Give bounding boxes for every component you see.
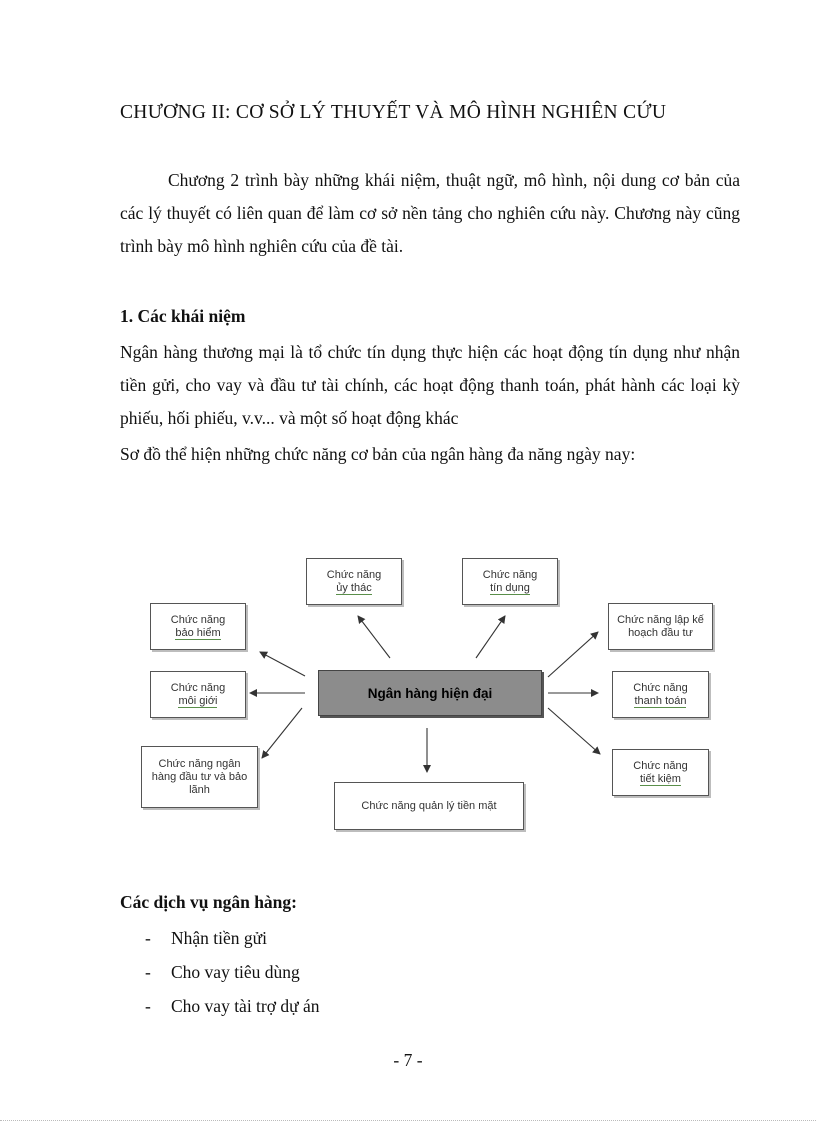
arrow-to-dau-tu [262,708,302,758]
intro-paragraph: Chương 2 trình bày những khái niệm, thuật ngữ, mô hình, nội dung cơ bản của các lý thuyết có liên quan để làm cơ sở nền tảng cho nghiên cứu này. Chương này cũng trình bày mô hình nghiên cứu của đề tài. [120,170,740,256]
list-item: - Nhận tiền gửi [145,921,320,955]
box-quan-ly-tien-mat: Chức năng quản lý tiền mặt [334,782,524,830]
box-dau-tu-bao-lanh: Chức năng ngân hàng đầu tư và bảo lãnh [141,746,258,808]
box-center-modern-bank: Ngân hàng hiện đại [318,670,542,716]
services-list [145,921,320,1023]
page-number: - 7 - [393,1050,423,1070]
arrow-to-bao-hiem [260,652,305,676]
list-item: - Cho vay tiêu dùng [145,955,320,989]
box-uy-thac: Chức năng ủy thác [306,558,402,605]
bullet-dash: - [145,962,151,982]
bullet-dash: - [145,928,151,948]
bank-functions-diagram [0,540,816,840]
box-moi-gioi: Chức năng môi giới [150,671,246,718]
arrow-to-lap-ke-hoach [548,632,598,677]
arrow-to-tin-dung [476,616,505,658]
box-thanh-toan: Chức năng thanh toán [612,671,709,718]
bank-definition-paragraph: Ngân hàng thương mại là tổ chức tín dụng thực hiện các hoạt động tín dụng như nhận tiền gửi, cho vay và đầu tư tài chính, các hoạt động thanh toán, phát hành các loại kỳ phiếu, hối phiếu, v.v... và một số hoạt động khác [120,342,740,428]
chapter-title: CHƯƠNG II: CƠ SỞ LÝ THUYẾT VÀ MÔ HÌNH NGHIÊN CỨU [120,102,667,123]
arrow-to-tiet-kiem [548,708,600,754]
page-bottom-border [0,1120,816,1121]
box-tiet-kiem: Chức năng tiết kiệm [612,749,709,796]
diagram-intro-paragraph: Sơ đồ thể hiện những chức năng cơ bản của ngân hàng đa năng ngày nay: [120,444,636,464]
box-tin-dung: Chức năng tín dụng [462,558,558,605]
list-item: - Cho vay tài trợ dự án [145,989,320,1023]
services-heading: Các dịch vụ ngân hàng: [120,892,297,912]
box-bao-hiem: Chức năng bảo hiểm [150,603,246,650]
box-lap-ke-hoach: Chức năng lập kế hoạch đầu tư [608,603,713,650]
arrow-to-uy-thac [358,616,390,658]
section-heading-concepts: 1. Các khái niệm [120,306,246,326]
bullet-dash: - [145,996,151,1016]
